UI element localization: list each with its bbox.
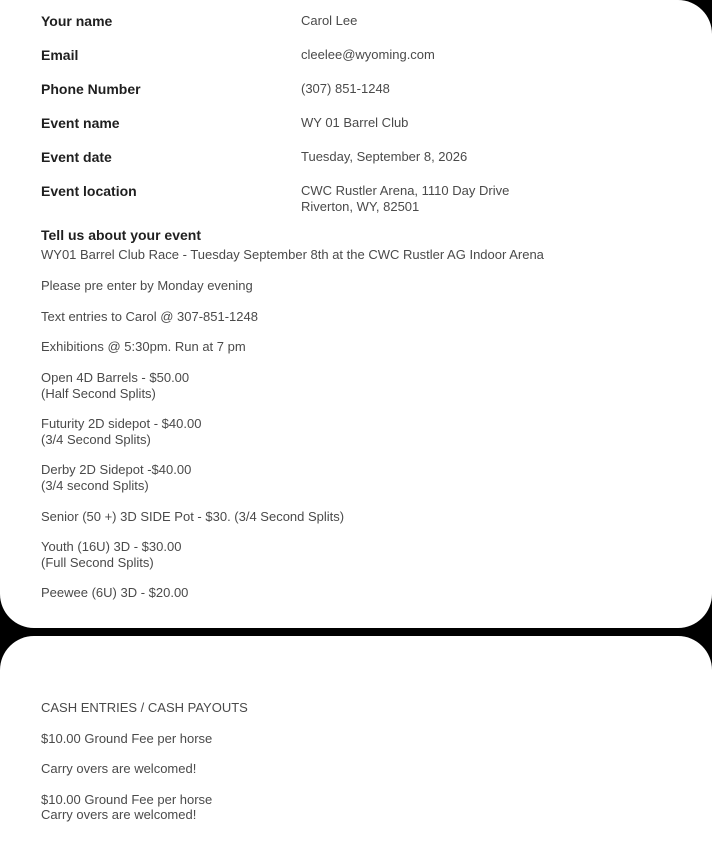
about-line: (Half Second Splits) (41, 386, 156, 401)
about-line: Futurity 2D sidepot - $40.00 (41, 416, 202, 431)
about-line: Peewee (6U) 3D - $20.00 (41, 585, 189, 600)
continued-line: $10.00 Ground Fee per horse (41, 792, 213, 807)
about-line: (3/4 Second Splits) (41, 432, 151, 447)
continued-line: Carry overs are welcomed! (41, 761, 197, 776)
field-label: Phone Number (41, 81, 141, 97)
continued-line: Carry overs are welcomed! (41, 807, 197, 822)
about-line: Text entries to Carol @ 307-851-1248 (41, 309, 258, 324)
about-line: Youth (16U) 3D - $30.00 (41, 539, 182, 554)
field-value: cleelee@wyoming.com (301, 47, 435, 62)
field-label: Your name (41, 13, 113, 29)
field-label: Event name (41, 115, 120, 131)
field-label: Event date (41, 149, 112, 165)
field-label: Email (41, 47, 79, 63)
about-line: Exhibitions @ 5:30pm. Run at 7 pm (41, 339, 246, 354)
field-label: Event location (41, 183, 137, 199)
field-value: Carol Lee (301, 13, 358, 28)
field-value-line-1: CWC Rustler Arena, 1110 Day Drive (301, 183, 510, 198)
continued-line: CASH ENTRIES / CASH PAYOUTS (41, 700, 248, 715)
about-line: (3/4 second Splits) (41, 478, 149, 493)
field-value: WY 01 Barrel Club (301, 115, 409, 130)
about-line: (Full Second Splits) (41, 555, 154, 570)
about-line: WY01 Barrel Club Race - Tuesday September 8th at the CWC Rustler AG Indoor Arena (41, 247, 544, 262)
field-value-line-2: Riverton, WY, 82501 (301, 199, 420, 214)
about-heading: Tell us about your event (41, 227, 201, 243)
field-value: Tuesday, September 8, 2026 (301, 149, 468, 164)
field-value: (307) 851-1248 (301, 81, 390, 96)
event-details-continued-card (0, 636, 712, 846)
continued-line: $10.00 Ground Fee per horse (41, 731, 213, 746)
about-line: Open 4D Barrels - $50.00 (41, 370, 190, 385)
about-line: Derby 2D Sidepot -$40.00 (41, 462, 192, 477)
about-line: Please pre enter by Monday evening (41, 278, 253, 293)
about-line: Senior (50 +) 3D SIDE Pot - $30. (3/4 Second Splits) (41, 509, 345, 524)
